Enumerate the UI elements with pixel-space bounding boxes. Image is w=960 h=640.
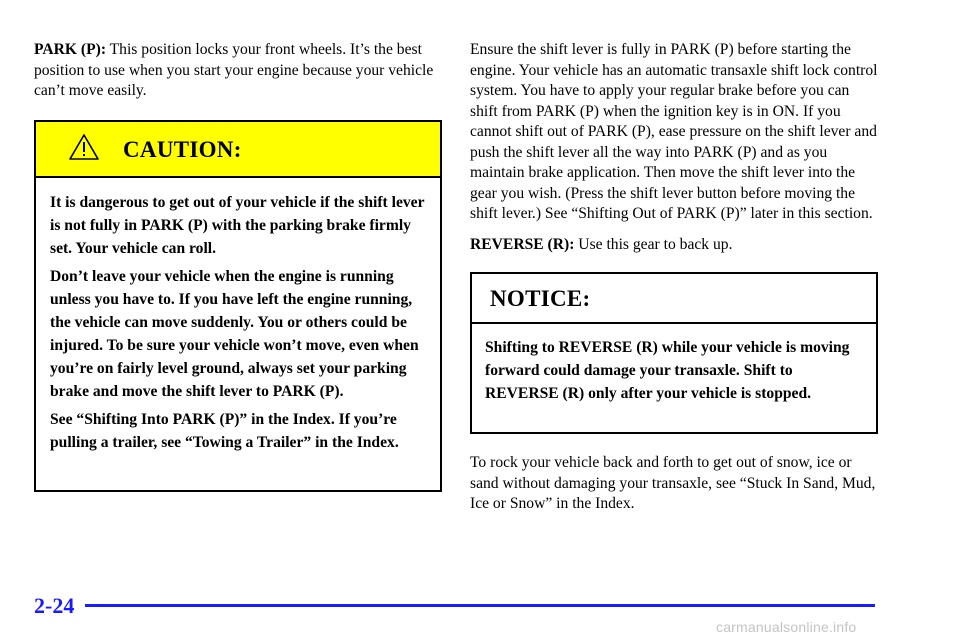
caution-box <box>34 120 442 492</box>
shift-lock-paragraph: Ensure the shift lever is fully in PARK (P) before starting the engine. Your vehicle has an automatic transaxle shift lock control system. You have to apply your regular brake before you can shift from PARK (P) when the ignition key is in ON. If you cannot shift out of PARK (P), ease pressure on the shift lever and push the shift lever all the way into PARK (P) and as you maintain brake application. Then move the shift lever into the gear you wish. (Press the shift lever button before moving the shift lever.) See “Shifting Out of PARK (P)” later in this section. <box>470 41 878 222</box>
page-number: 2-24 <box>34 593 75 618</box>
site-watermark: carmanualsonline.info <box>716 619 857 635</box>
rock-vehicle-paragraph: To rock your vehicle back and forth to get out of snow, ice or sand without damaging your transaxle, see “Stuck In Sand, Mud, Ice or Snow” in the Index. <box>470 454 876 512</box>
notice-body <box>472 324 876 405</box>
caution-paragraph: Don’t leave your vehicle when the engine is running unless you have to. If you have left the engine running, the vehicle can move suddenly. You or others could be injured. To be sure your vehicle won’t move, even when you’re on fairly level ground, always set your parking brake and move the shift lever to PARK (P). <box>50 267 419 400</box>
reverse-label: REVERSE (R): <box>470 235 575 253</box>
caution-body <box>36 178 440 454</box>
park-paragraph <box>34 40 442 102</box>
footer-rule <box>85 604 875 607</box>
caution-paragraph: See “Shifting Into PARK (P)” in the Index. If you’re pulling a trailer, see “Towing a Trailer” in the Index. <box>50 410 399 451</box>
caution-header <box>36 122 440 178</box>
notice-box <box>470 272 878 434</box>
reverse-paragraph <box>470 235 878 256</box>
park-text: This position locks your front wheels. It’s the best position to use when you start your engine because your vehicle can’t move easily. <box>34 41 434 99</box>
right-column <box>470 40 878 525</box>
notice-text: Shifting to REVERSE (R) while your vehicle is moving forward could damage your transaxle. Shift to REVERSE (R) only after your vehicle is stopped. <box>485 339 850 402</box>
warning-triangle-icon <box>68 133 100 161</box>
left-column <box>34 40 442 492</box>
notice-header <box>472 274 876 324</box>
reverse-text: Use this gear to back up. <box>574 235 733 253</box>
caution-paragraph: It is dangerous to get out of your vehicle if the shift lever is not fully in PARK (P) with the parking brake firmly set. Your vehicle can roll. <box>50 193 425 257</box>
notice-title: NOTICE: <box>490 286 591 311</box>
caution-title: CAUTION: <box>123 136 242 162</box>
park-label: PARK (P): <box>34 41 107 58</box>
